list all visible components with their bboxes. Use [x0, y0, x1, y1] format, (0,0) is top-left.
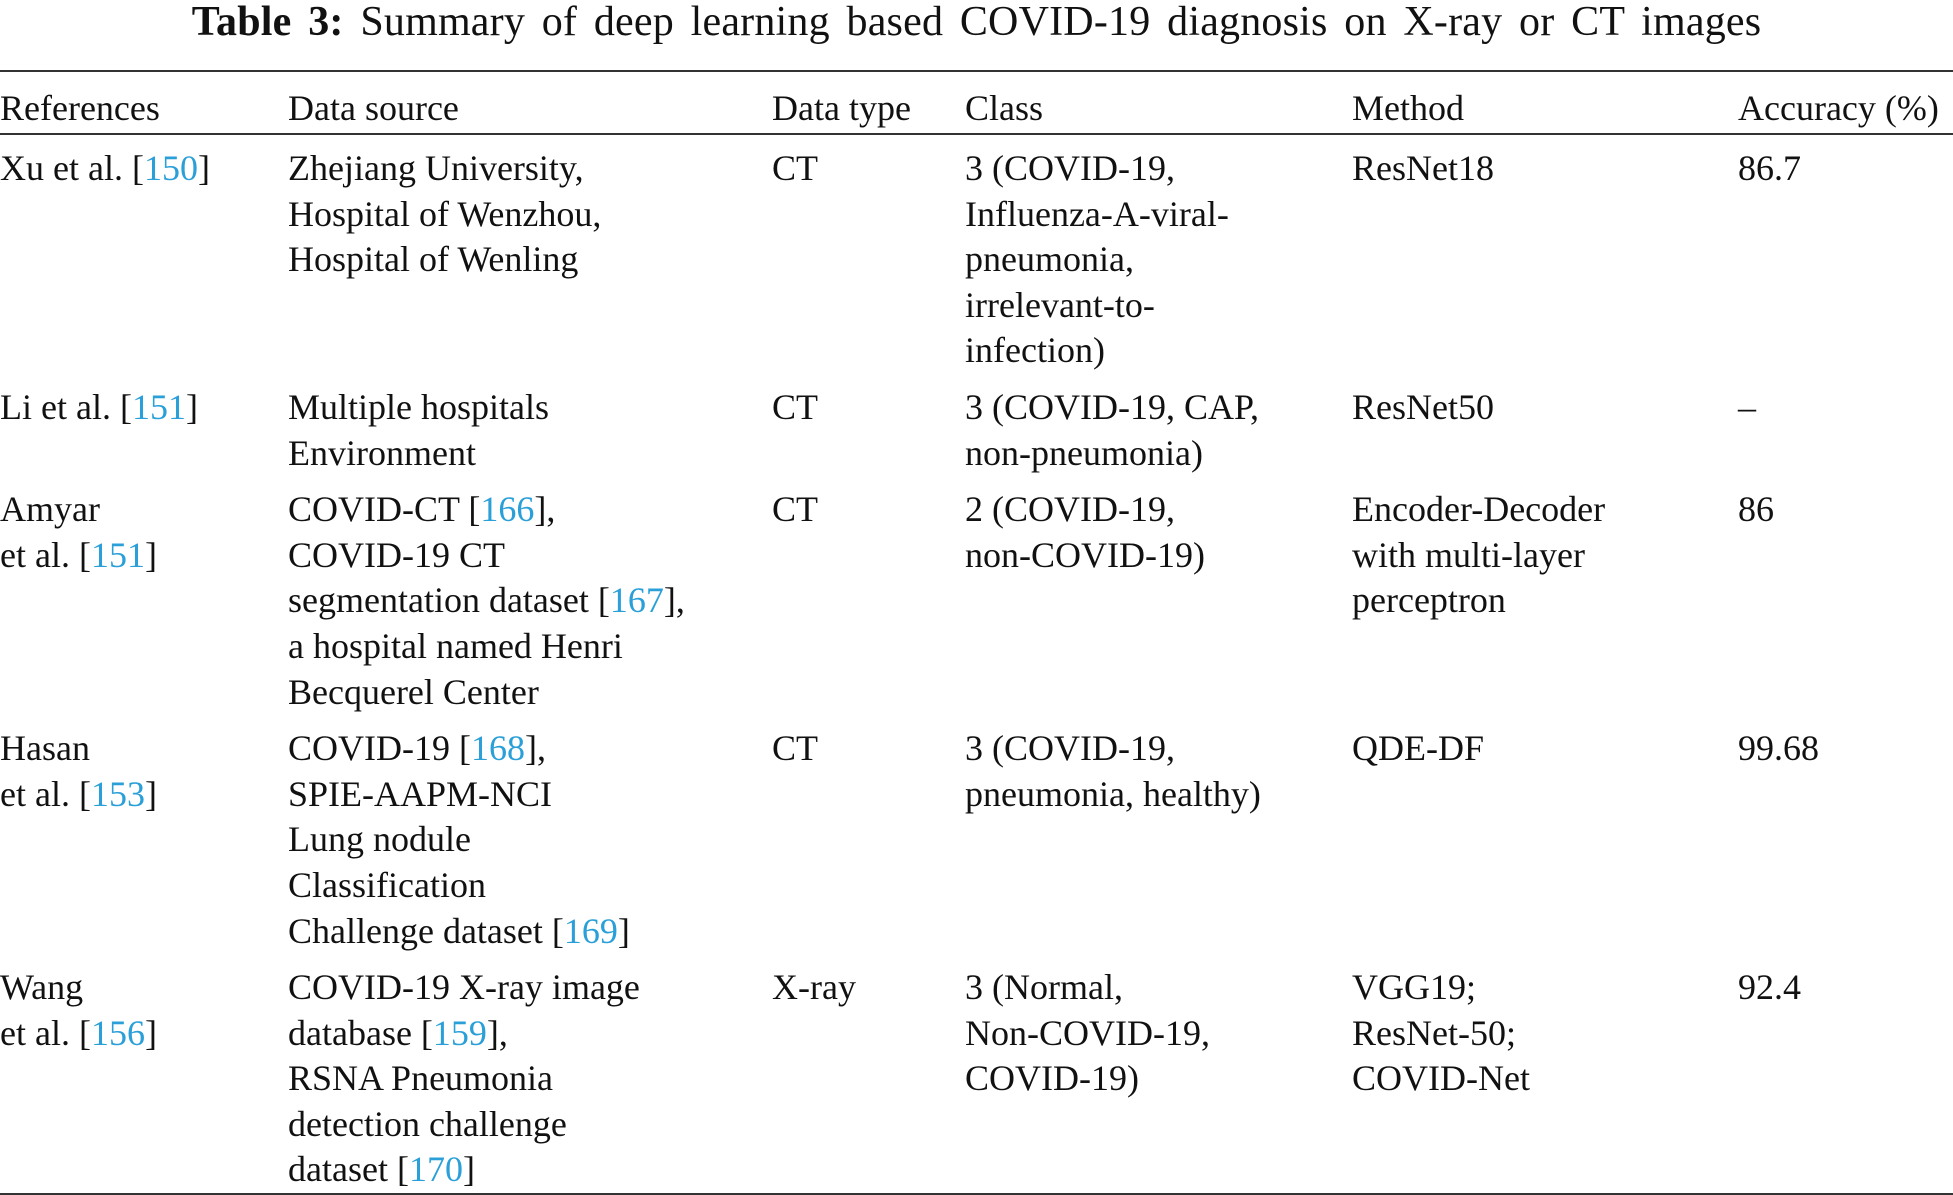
header-accuracy: Accuracy (%) [1738, 71, 1953, 134]
cell-references [0, 476, 288, 715]
reference-author: Hasan et al. [ [0, 728, 91, 814]
header-method: Method [1352, 71, 1738, 134]
citation-link[interactable]: 169 [563, 910, 618, 951]
data-source-text: Zhejiang University, Hospital of Wenzhou, Hospital of Wenling [288, 148, 602, 280]
cell-references [0, 954, 288, 1194]
citation-link[interactable]: 159 [432, 1012, 487, 1053]
table-row [0, 374, 1953, 476]
cell-data-source [288, 476, 772, 715]
cell-class: 3 (Normal, Non-COVID-19, COVID-19) [965, 954, 1352, 1194]
reference-author: Amyar et al. [ [0, 489, 100, 575]
covid-diagnosis-table [0, 70, 1953, 1195]
cell-accuracy: 86 [1738, 489, 1774, 530]
header-data-source: Data source [288, 71, 772, 134]
citation-link[interactable]: 151 [131, 386, 186, 427]
cell-accuracy: 86.7 [1738, 148, 1801, 188]
citation-link[interactable]: 153 [90, 773, 145, 814]
cell-data-source [288, 954, 772, 1194]
reference-bracket: ] [144, 1012, 157, 1053]
reference-bracket: ] [144, 534, 157, 575]
cell-data-type: X-ray [772, 954, 965, 1194]
cell-class: 3 (COVID-19, CAP, non-pneumonia) [965, 386, 1260, 473]
cell-method: Encoder-Decoder with multi-layer perceptron [1352, 489, 1606, 621]
citation-link[interactable]: 166 [480, 489, 535, 530]
cell-references [0, 134, 288, 374]
table-row [0, 476, 1953, 715]
citation-link[interactable]: 156 [90, 1012, 145, 1053]
cell-references [0, 715, 288, 954]
cell-accuracy: 99.68 [1738, 728, 1819, 769]
table-body [0, 134, 1953, 1194]
table-caption-label: Table 3: [191, 0, 344, 45]
reference-author: Xu et al. [ [0, 148, 144, 188]
citation-link[interactable]: 168 [470, 728, 525, 769]
reference-bracket: ] [185, 386, 198, 427]
header-references: References [0, 71, 288, 134]
data-source-text: ], a hospital named Henri Becquerel Center [288, 580, 685, 712]
cell-method: ResNet18 [1352, 148, 1494, 188]
table-caption-text: Summary of deep learning based COVID-19 diagnosis on X-ray or CT images [360, 0, 1762, 45]
cell-data-type: CT [772, 728, 819, 769]
data-source-text: ], COVID-19 CT segmentation dataset [ [288, 489, 610, 621]
cell-data-type: CT [772, 386, 819, 427]
table-caption [0, 0, 1953, 44]
table-row [0, 715, 1953, 954]
reference-bracket: ] [197, 148, 210, 188]
citation-link[interactable]: 170 [408, 1149, 463, 1190]
cell-method: ResNet50 [1352, 386, 1494, 427]
citation-link[interactable]: 151 [90, 534, 145, 575]
data-source-text: COVID-19 [ [288, 728, 471, 769]
table-header-row [0, 71, 1953, 134]
cell-data-source [288, 374, 772, 476]
header-data-type: Data type [772, 71, 965, 134]
cell-method: VGG19; ResNet-50; COVID-Net [1352, 954, 1738, 1194]
cell-references [0, 374, 288, 476]
table-row [0, 954, 1953, 1194]
data-source-text: ], RSNA Pneumonia detection challenge dataset [ [288, 1012, 567, 1190]
cell-data-source [288, 715, 772, 954]
reference-author: Li et al. [ [0, 386, 132, 427]
cell-data-source [288, 134, 772, 374]
header-class: Class [965, 71, 1352, 134]
data-source-text: ] [617, 910, 630, 951]
cell-method: QDE-DF [1352, 728, 1484, 769]
data-source-text: Multiple hospitals Environment [288, 386, 549, 473]
data-source-text: COVID-CT [ [288, 489, 481, 530]
cell-class: 2 (COVID-19, non-COVID-19) [965, 489, 1205, 575]
cell-accuracy: – [1738, 386, 1756, 427]
cell-data-type: CT [772, 489, 819, 530]
data-source-text: ], SPIE-AAPM-NCI Lung nodule Classification Challenge dataset [ [288, 728, 564, 951]
data-source-text: ] [462, 1149, 475, 1190]
cell-data-type: CT [772, 148, 819, 188]
citation-link[interactable]: 150 [143, 148, 198, 188]
cell-class: 3 (COVID-19, pneumonia, healthy) [965, 728, 1261, 814]
reference-bracket: ] [144, 773, 157, 814]
citation-link[interactable]: 167 [609, 580, 664, 621]
data-source-text: COVID-19 X-ray image database [ [288, 967, 640, 1053]
table-row [0, 134, 1953, 374]
reference-author: Wang et al. [ [0, 967, 91, 1053]
cell-class: 3 (COVID-19, Influenza-A-viral- pneumonia, irrelevant-to- infection) [965, 148, 1229, 371]
cell-accuracy: 92.4 [1738, 954, 1953, 1194]
